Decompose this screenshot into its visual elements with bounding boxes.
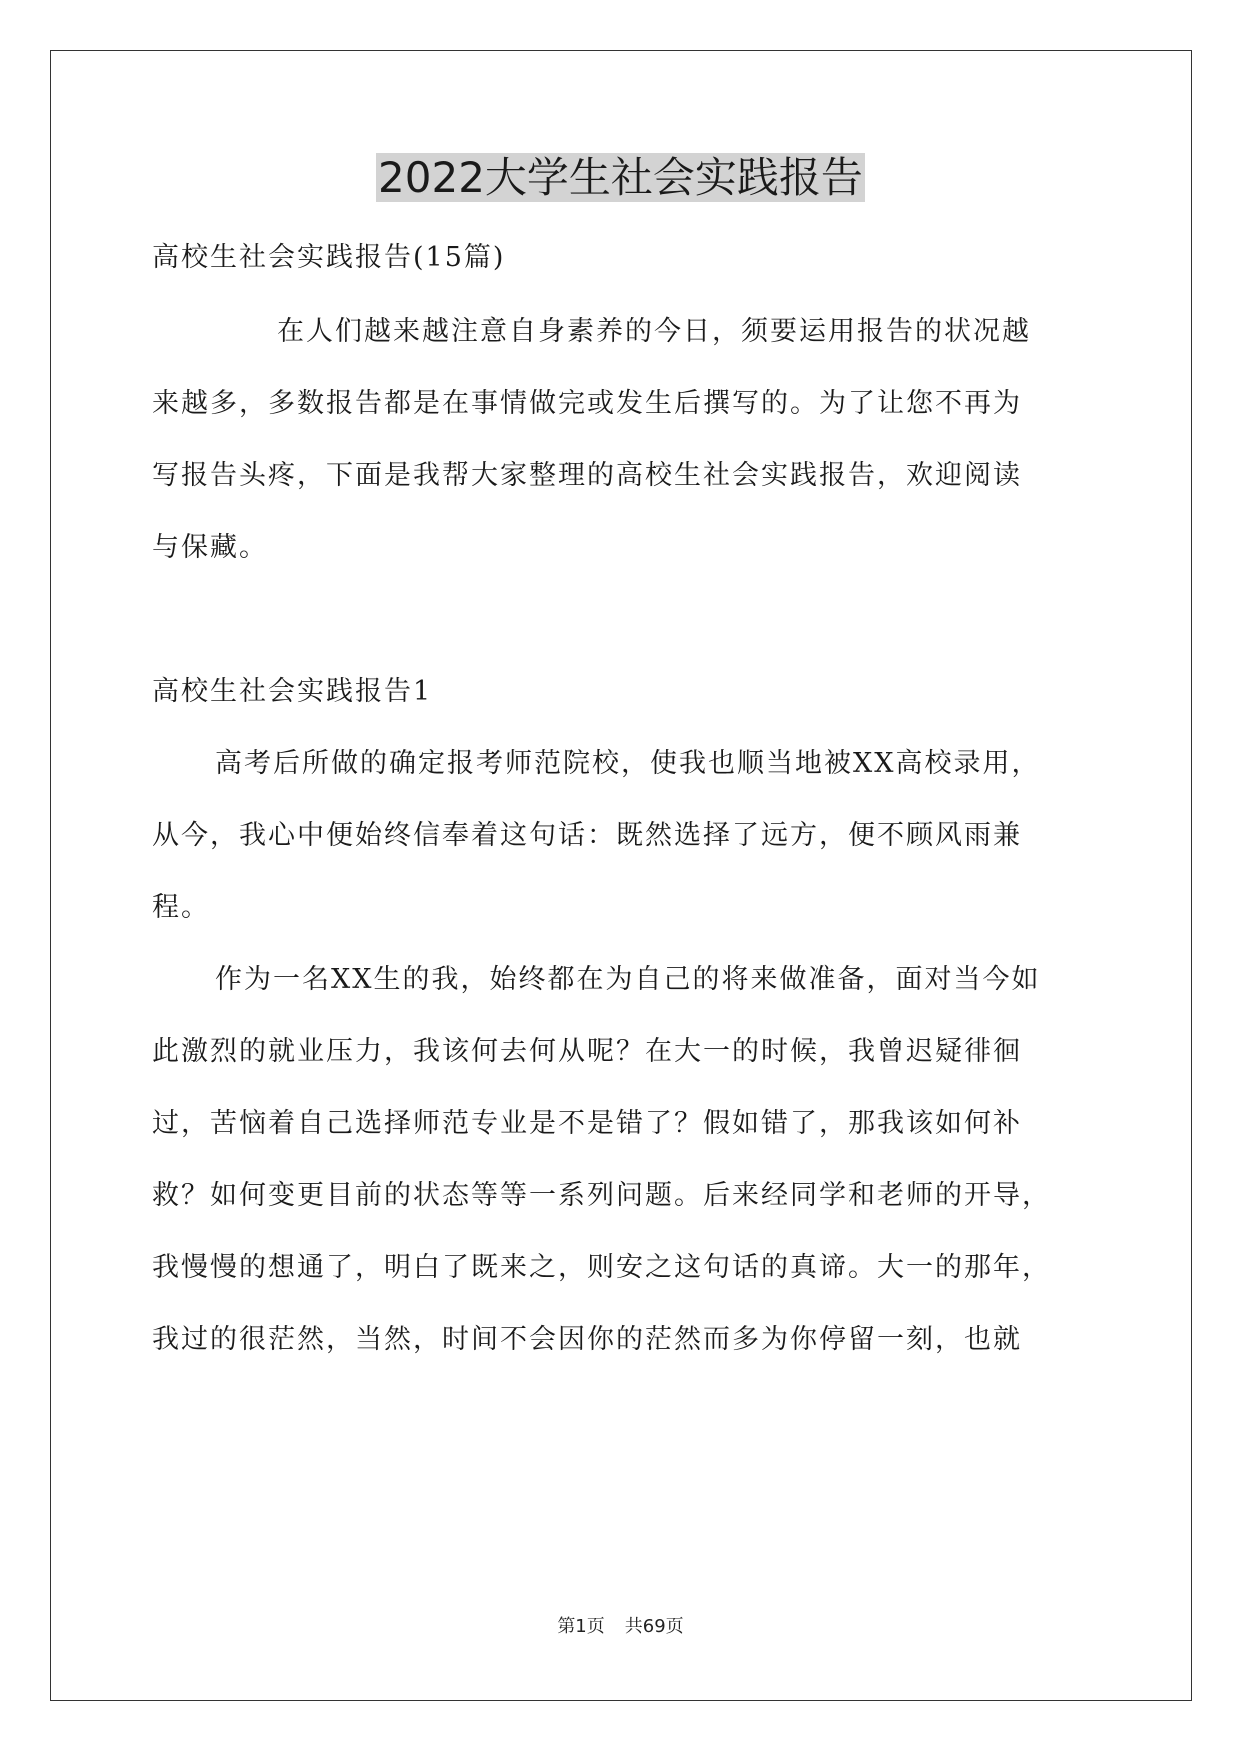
intro-line-4: 与保藏。 <box>152 532 268 563</box>
para2-line-6: 我过的很茫然，当然，时间不会因你的茫然而多为你停留一刻，也就 <box>152 1324 1022 1355</box>
intro-line-1: 在人们越来越注意自身素养的今日，须要运用报告的状况越 <box>277 316 1031 347</box>
document-title-text: 2022大学生社会实践报告 <box>378 153 863 202</box>
para2-line-3: 过，苦恼着自己选择师范专业是不是错了？假如错了，那我该如何补 <box>152 1108 1022 1139</box>
intro-line-2: 来越多，多数报告都是在事情做完或发生后撰写的。为了让您不再为 <box>152 388 1022 419</box>
page-total: 共69页 <box>624 1616 684 1637</box>
para2-line-4: 救？如何变更目前的状态等等一系列问题。后来经同学和老师的开导， <box>152 1180 1051 1211</box>
para1-line-2: 从今，我心中便始终信奉着这句话：既然选择了远方，便不顾风雨兼 <box>152 820 1022 851</box>
para1-line-3: 程。 <box>152 892 210 923</box>
page-number: 第1页 <box>557 1616 605 1637</box>
para1-line-1: 高考后所做的确定报考师范院校，使我也顺当地被XX高校录用， <box>215 748 1041 779</box>
document-subtitle: 高校生社会实践报告(15篇) <box>152 242 506 273</box>
para2-line-2: 此激烈的就业压力，我该何去何从呢？在大一的时候，我曾迟疑徘徊 <box>152 1036 1022 1067</box>
intro-line-3: 写报告头疼，下面是我帮大家整理的高校生社会实践报告，欢迎阅读 <box>152 460 1022 491</box>
para2-line-5: 我慢慢的想通了，明白了既来之，则安之这句话的真谛。大一的那年， <box>152 1252 1051 1283</box>
document-title <box>0 150 1241 206</box>
para2-line-1: 作为一名XX生的我，始终都在为自己的将来做准备，面对当今如 <box>215 964 1041 995</box>
page-footer <box>0 1612 1241 1638</box>
section-heading: 高校生社会实践报告1 <box>152 676 433 707</box>
